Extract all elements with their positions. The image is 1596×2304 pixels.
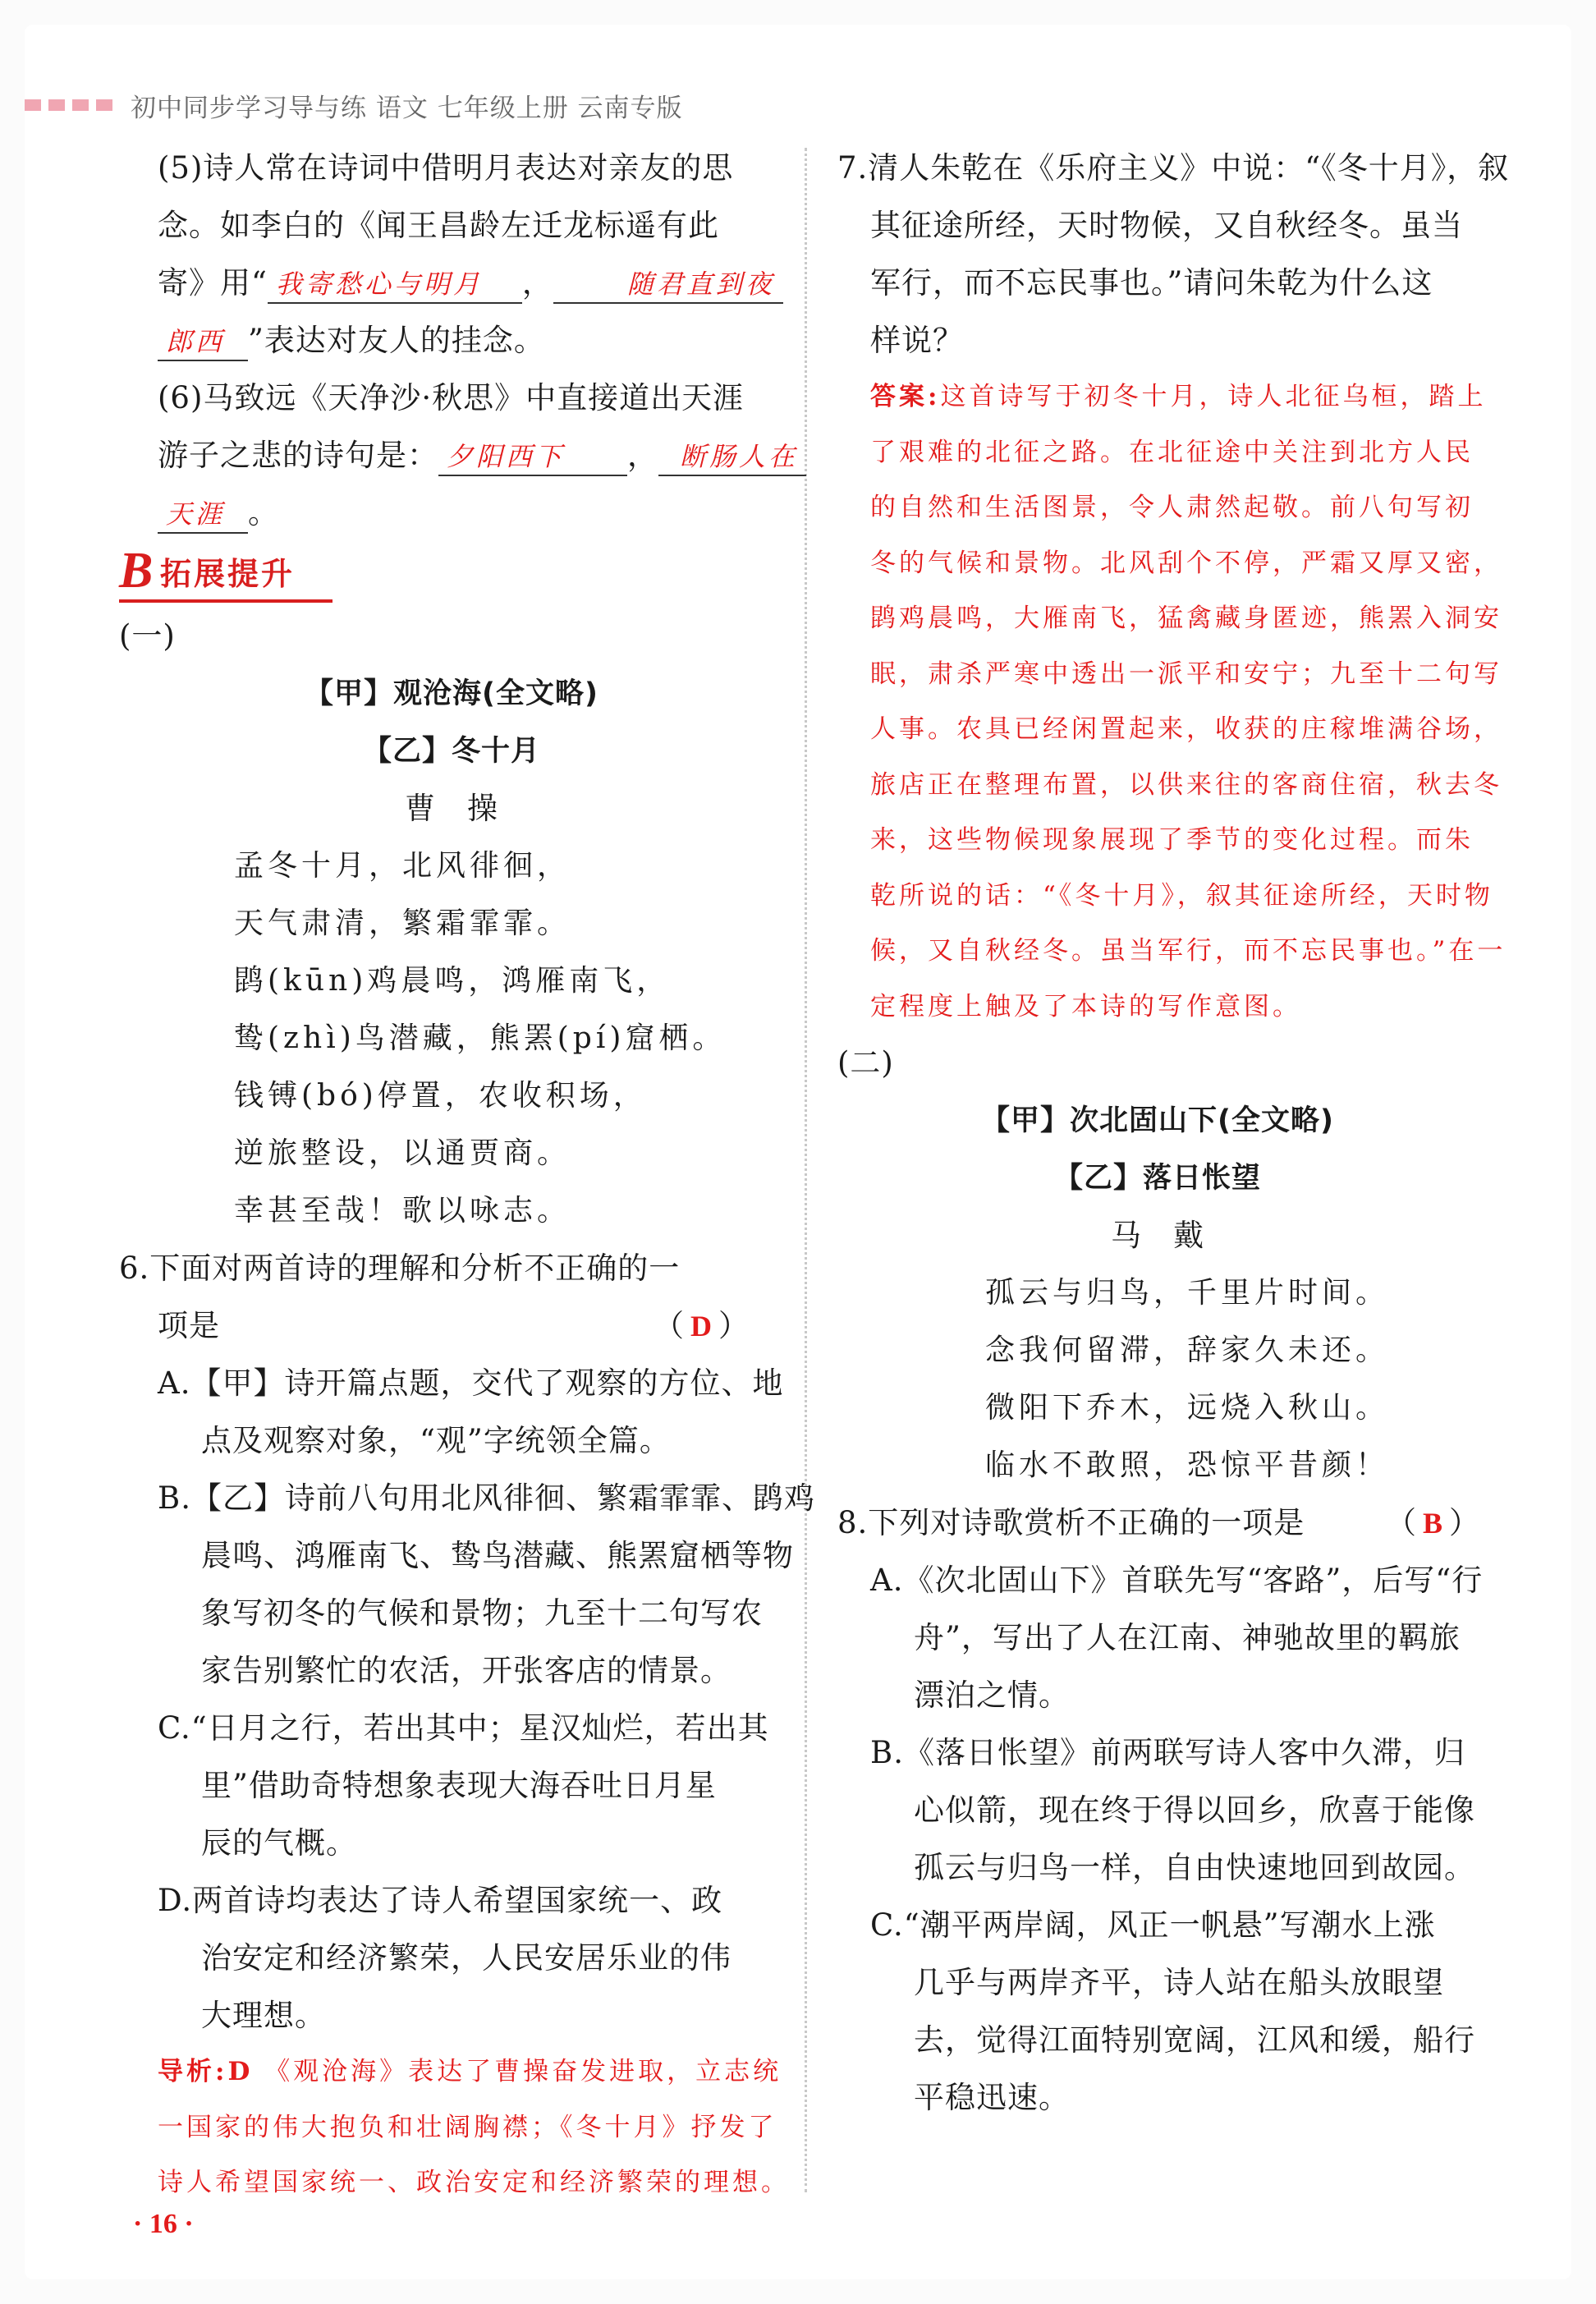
poem-b-author-2: 马 戴	[1111, 1218, 1204, 1253]
section-underline	[119, 599, 332, 603]
q6fill-answer-2b: 天涯	[158, 497, 248, 534]
right-column	[829, 140, 1510, 2127]
q8-option: 几乎与两岸齐平，诗人站在船头放眼望	[914, 1965, 1444, 2000]
poem-line: 天气肃清，繁霜霏霏。	[234, 906, 571, 940]
poem-b-title: 【乙】冬十月	[362, 735, 540, 768]
q8-answer-paren: （B）	[1385, 1505, 1486, 1540]
q6-option: 象写初冬的气候和景物；九至十二句写农	[201, 1595, 763, 1631]
q6-stem-2	[123, 1297, 780, 1355]
q6fill-line-1: (6)马致远《天净沙·秋思》中直接道出天涯	[158, 380, 745, 415]
page-header	[25, 80, 683, 130]
page-number: · 16 ·	[133, 2209, 194, 2239]
q6-option: 里”借助奇特想象表现大海吞吐日月星	[201, 1768, 717, 1803]
q8-option: B.《落日怅望》前两联写诗人客中久滞，归	[870, 1735, 1465, 1770]
q5-answer-1: 我寄愁心与明月	[268, 267, 522, 304]
q7-answer-text: 这首诗写于初冬十月，诗人北征乌桓，踏上	[940, 382, 1487, 411]
q6-analysis-text: 《观沧海》表达了曹操奋发进取，立志统	[264, 2057, 782, 2086]
q8-option: 平稳迅速。	[914, 2080, 1070, 2115]
q8-stem-text: 8.下列对诗歌赏析不正确的一项是	[837, 1505, 1305, 1540]
q8-option: 舟”，写出了人在江南、神驰故里的羁旅	[914, 1620, 1461, 1655]
q6-option: 晨鸣、鸿雁南飞、鸷鸟潜藏、熊罴窟栖等物	[201, 1538, 794, 1573]
q7-answer-line: 冬的气候和景物。北风刮个不停，严霜又厚又密，	[870, 548, 1502, 578]
q7-stem-line: 军行，而不忘民事也。”请问朱乾为什么这	[870, 265, 1433, 301]
poem-line: 钱镈(bó)停置，农收积场，	[234, 1079, 647, 1113]
q7-answer-line: 乾所说的话：“《冬十月》，叙其征途所经，天时物	[870, 880, 1493, 911]
q6-answer: D	[690, 1310, 718, 1342]
section-heading	[119, 542, 780, 608]
q8-option: C.“潮平两岸阔，风正一帆悬”写潮水上涨	[870, 1907, 1436, 1943]
q6-option: D.两首诗均表达了诗人希望国家统一、政	[158, 1883, 723, 1918]
section-title: 拓展提升	[160, 556, 296, 592]
poem-line: 逆旅整设，以通贾商。	[234, 1136, 571, 1170]
q7-answer-line-1	[829, 369, 1486, 425]
q6-analysis-line-1	[158, 2045, 780, 2100]
q6fill-answer-2a: 断肠人在	[658, 439, 806, 476]
q6-option: C.“日月之行，若出其中；星汉灿烂，若出其	[158, 1710, 769, 1746]
q5-line-1: (5)诗人常在诗词中借明月表达对亲友的思	[158, 150, 734, 186]
q7-answer-line: 定程度上触及了本诗的写作意图。	[870, 991, 1301, 1021]
q6-option: 大理想。	[201, 1998, 326, 2033]
poem-a-title-2: 【甲】次北固山下(全文略)	[981, 1104, 1334, 1137]
q8-option: 去，觉得江面特别宽阔，江风和缓，船行	[914, 2022, 1475, 2058]
q6-option: 点及观察对象，“观”字统领全篇。	[201, 1423, 671, 1458]
poem-line-2: 微阳下乔木，远烧入秋山。	[985, 1391, 1390, 1425]
q5-text: 寄》用“	[158, 265, 268, 301]
q7-stem-line: 样说？	[870, 323, 964, 358]
q6-analysis-label: 导析:D	[158, 2057, 254, 2086]
q7-answer-line: 候，又自秋经冬。虽当军行，而不忘民事也。”在一	[870, 936, 1507, 966]
q6-analysis-line: 诗人希望国家统一、政治安定和经济繁荣的理想。	[158, 2168, 790, 2197]
left-column	[119, 140, 815, 2211]
q6fill-line-2: 游子之悲的诗句是： 夕阳西下 ， 断肠人在	[123, 427, 780, 484]
q6-option: B.【乙】诗前八句用北风徘徊、繁霜霏霏、鹍鸡	[158, 1480, 815, 1516]
q5-answer-2b: 郎西	[158, 324, 248, 361]
q5-answer-2a: 随君直到夜	[553, 267, 783, 304]
q7-answer-line: 人事。农具已经闲置起来，收获的庄稼堆满谷场，	[870, 714, 1502, 744]
q8-option: 孤云与归鸟一样，自由快速地回到故园。	[914, 1850, 1475, 1885]
q8-answer: B	[1422, 1507, 1449, 1540]
q8-option: A.《次北固山下》首联先写“客路”，后写“行	[870, 1563, 1484, 1598]
poem-line: 孟冬十月，北风徘徊，	[234, 849, 571, 883]
q7-answer-line: 旅店正在整理布置，以供来往的客商住宿，秋去冬	[870, 769, 1502, 800]
q8-stem	[829, 1494, 1486, 1552]
poem-a-title: 【甲】观沧海(全文略)	[305, 677, 598, 710]
q7-answer-line: 眠，肃杀严寒中透出一派平和安宁；九至十二句写	[870, 659, 1502, 689]
q6-option: 治安定和经济繁荣，人民安居乐业的伟	[201, 1940, 732, 1976]
poem-b-title-2: 【乙】落日怅望	[1053, 1162, 1261, 1195]
q6-stem-text: 项是	[158, 1308, 220, 1343]
header-title: 初中同步学习导与练 语文 七年级上册 云南专版	[131, 93, 683, 123]
q7-answer-line: 了艰难的北征之路。在北征途中关注到北方人民	[870, 437, 1474, 467]
poem-line: 鹍(kūn)鸡晨鸣，鸿雁南飞，	[234, 964, 671, 998]
q7-answer-line: 来，这些物候现象展现了季节的变化过程。而朱	[870, 825, 1474, 855]
q7-answer-line: 鹍鸡晨鸣，大雁南飞，猛禽藏身匿迹，熊罴入洞安	[870, 604, 1502, 633]
q6fill-end: 。	[248, 495, 279, 530]
q7-answer-line: 的自然和生活图景，令人肃然起敬。前八句写初	[870, 493, 1474, 522]
poem-line-2: 念我何留滞，辞家久未还。	[985, 1333, 1390, 1367]
part-two-label: (二)	[837, 1045, 894, 1081]
q6-answer-paren: （D）	[654, 1308, 755, 1343]
q6fill-answer-1: 夕阳西下	[438, 439, 627, 476]
q7-answer-label: 答案:	[870, 382, 941, 411]
q8-option: 心似箭，现在终于得以回乡，欣喜于能像	[914, 1792, 1475, 1828]
section-letter: B	[119, 543, 154, 599]
q6-analysis-line: 一国家的伟大抱负和壮阔胸襟；《冬十月》抒发了	[158, 2112, 777, 2142]
q5-line-2: 念。如李白的《闻王昌龄左迁龙标遥有此	[158, 208, 719, 243]
q6-option: 家告别繁忙的农活，开张客店的情景。	[201, 1653, 732, 1688]
poem-line-2: 临水不敢照，恐惊平昔颜！	[985, 1448, 1390, 1482]
q6-option: A.【甲】诗开篇点题，交代了观察的方位、地	[158, 1365, 784, 1401]
header-decoration	[25, 99, 112, 111]
part-one-label: (一)	[119, 618, 176, 654]
q5-line-3: 寄》用“ 我寄愁心与明月 ， 随君直到夜	[123, 255, 780, 312]
q6-stem-1: 6.下面对两首诗的理解和分析不正确的一	[119, 1251, 681, 1286]
q6-option: 辰的气概。	[201, 1825, 357, 1861]
q5-tail: ”表达对友人的挂念。	[248, 323, 545, 358]
q7-stem-line: 7.清人朱乾在《乐府主义》中说：“《冬十月》，叙	[837, 150, 1510, 186]
q7-stem-line: 其征途所经，天时物候，又自秋经冬。虽当	[870, 208, 1463, 243]
poem-line-2: 孤云与归鸟，千里片时间。	[985, 1276, 1390, 1310]
poem-line: 鸷(zhì)鸟潜藏，熊罴(pí)窟栖。	[234, 1021, 727, 1055]
q6fill-text: 游子之悲的诗句是：	[158, 438, 438, 473]
poem-b-author: 曹 操	[405, 791, 498, 826]
q5-line-4	[123, 312, 780, 369]
q8-option: 漂泊之情。	[914, 1678, 1070, 1713]
q6fill-line-3	[123, 484, 780, 542]
poem-line: 幸甚至哉！歌以咏志。	[234, 1194, 571, 1228]
